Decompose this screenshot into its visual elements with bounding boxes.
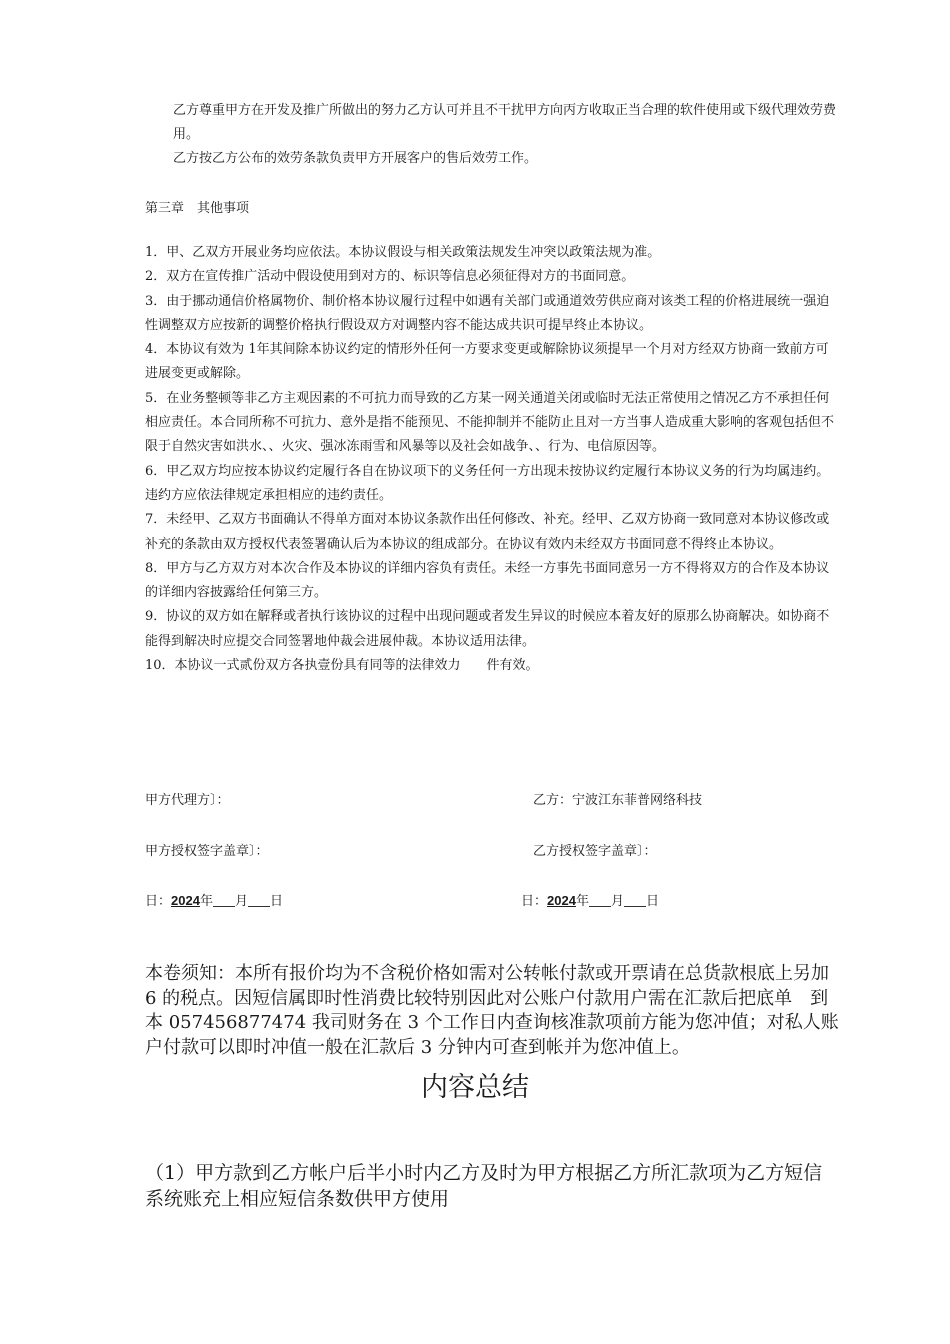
party-b-date	[521, 891, 659, 912]
day-blank	[624, 892, 646, 907]
intro-paragraph: 乙方按乙方公布的效劳条款负责甲方开展客户的售后效劳工作。	[173, 151, 538, 166]
intro-paragraph: 乙方尊重甲方在开发及推广所做出的努力乙方认可并且不干扰甲方向丙方收取正当合理的软件使用或下级代理效劳费用。	[173, 103, 837, 142]
term-item: 7．未经甲、乙双方书面确认不得单方面对本协议条款作出任何修改、补充。经甲、乙双方协商一致同意对本协议修改或补充的条款由双方授权代表签署确认后为本协议的组成部分。在协议有效内未经双方书面同意不得终止本协议。	[145, 512, 830, 552]
party-a-agent-label: 甲方代理方〕：	[145, 793, 230, 808]
month-suffix: 月	[610, 894, 624, 909]
chapter-heading: 第三章 其他事项	[145, 201, 250, 216]
summary-text: （1）甲方款到乙方帐户后半小时内乙方及时为甲方根据乙方所汇款项为乙方短信系统账充上相应短信条数供甲方使用	[145, 1162, 823, 1210]
term-item: 4．本协议有效为 1年其间除本协议约定的情形外任何一方要求变更或解除协议须提早一个月对方经双方协商一致前方可进展变更或解除。	[145, 342, 829, 382]
date-prefix: 日：	[145, 894, 172, 909]
party-a-signature-label: 甲方授权签字盖章〕：	[145, 844, 269, 859]
term-item: 6．甲乙双方均应按本协议约定履行各自在协议项下的义务任何一方出现未按协议约定履行本协议义务的行为均属违约。违约方应依法律规定承担相应的违约责任。	[145, 463, 830, 503]
terms-list	[145, 241, 840, 678]
party-b-name-label: 乙方：宁波江东菲普网络科技	[533, 793, 703, 808]
term-item: 10．本协议一式贰份双方各执壹份具有同等的法律效力 件有效。	[145, 658, 539, 674]
year-suffix: 年	[199, 894, 213, 909]
party-b-signature-label: 乙方授权签字盖章〕：	[533, 844, 657, 859]
month-suffix: 月	[234, 894, 248, 909]
payment-notice: 本卷须知：本所有报价均为不含税价格如需对公转帐付款或开票请在总货款根底上另加 6 的税点。因短信属即时性消费比较特别因此对公账户付款用户需在汇款后把底单 到本 057456877474 我司财务在 3 个工作日内查询核准款项前方能为您冲值；对私人账户付款可以即时冲值一般在汇款后 3 分钟内可查到帐并为您冲值上。	[145, 963, 839, 1058]
party-a-date	[145, 891, 283, 912]
term-item: 1．甲、乙双方开展业务均应依法。本协议假设与相关政策法规发生冲突以政策法规为准。	[145, 245, 661, 260]
date-year: 2024	[547, 893, 576, 908]
term-item: 5．在业务整顿等非乙方主观因素的不可抗力而导致的乙方某一网关通道关闭或临时无法正常使用之情况乙方不承担任何相应责任。本合同所称不可抗力、意外是指不能预见、不能抑制并不能防止且对一方当事人造成重大影响的客观包括但不限于自然灾害如洪水、、火灾、强冰冻雨雪和风暴等以及社会如战争、、行为、电信原因等。	[145, 390, 835, 455]
term-item: 8．甲方与乙方双方对本次合作及本协议的详细内容负有责任。未经一方事先书面同意另一方不得将双方的合作及本协议的详细内容披露给任何第三方。	[145, 560, 830, 601]
day-suffix: 日	[645, 894, 659, 909]
day-blank	[248, 892, 270, 907]
term-item: 3．由于挪动通信价格属物价、制价格本协议履行过程中如遇有关部门或通道效劳供应商对该类工程的价格进展统一强迫性调整双方应按新的调整价格执行假设双方对调整内容不能达成共识可提早终止本协议。	[145, 293, 830, 333]
month-blank	[589, 892, 611, 907]
date-prefix: 日：	[521, 894, 548, 909]
month-blank	[213, 892, 235, 907]
intro-section	[173, 99, 838, 171]
year-suffix: 年	[575, 894, 589, 909]
term-item: 2．双方在宣传推广活动中假设使用到对方的、标识等信息必须征得对方的书面同意。	[145, 269, 635, 285]
summary-title: 内容总结	[421, 1072, 529, 1103]
day-suffix: 日	[269, 894, 283, 909]
date-year: 2024	[171, 893, 200, 908]
term-item: 9．协议的双方如在解释或者执行该协议的过程中出现问题或者发生异议的时候应本着友好的原那么协商解决。如协商不能得到解决时应提交合同签署地仲裁会进展仲裁。本协议适用法律。	[145, 609, 830, 649]
